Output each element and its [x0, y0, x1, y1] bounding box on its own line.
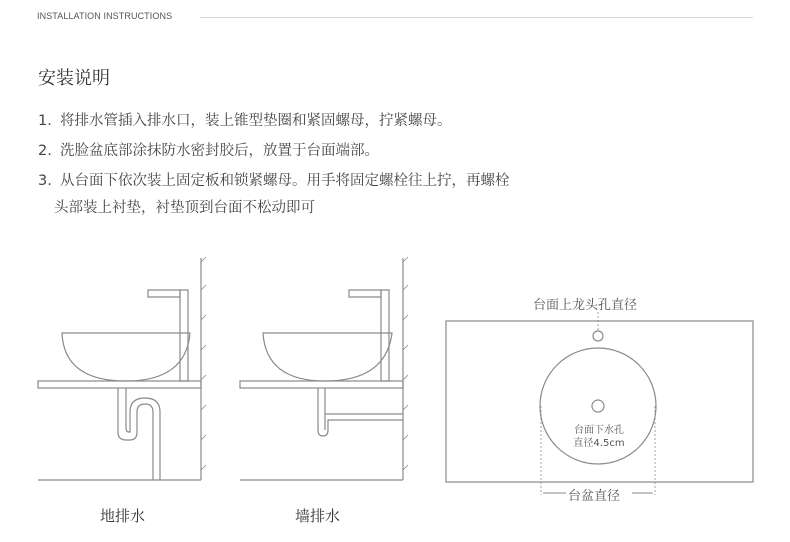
top-view-diagram — [446, 312, 753, 495]
countertop — [38, 381, 201, 388]
countertop-outline — [446, 321, 753, 482]
basin-diameter-label: 台盆直径 — [568, 489, 621, 504]
drain-hole — [592, 400, 604, 412]
faucet — [381, 290, 389, 381]
step-3-continued: 头部装上衬垫，衬垫顶到台面不松动即可 — [54, 200, 315, 216]
section-title: 安装说明 — [38, 68, 110, 89]
wall-hatching — [201, 257, 206, 470]
basin-bowl — [263, 333, 392, 381]
faucet — [180, 290, 188, 381]
faucet-hole-label: 台面上龙头孔直径 — [533, 298, 638, 313]
drain-hole-label-line-2: 直径4.5cm — [573, 438, 625, 449]
wall-drain-diagram — [240, 257, 408, 480]
drain-hole-label-line-1: 台面下水孔 — [574, 425, 624, 436]
drain-trap — [118, 388, 153, 480]
countertop — [240, 381, 403, 388]
faucet-spout — [148, 290, 180, 297]
step-number: 1. — [38, 113, 52, 129]
drain-pipe — [318, 388, 403, 436]
step-number: 3. — [38, 173, 52, 189]
step-number: 2. — [38, 143, 52, 159]
faucet-hole — [593, 331, 603, 341]
drain-pipe-inner — [325, 388, 403, 430]
floor-drain-caption: 地排水 — [100, 507, 146, 525]
step-text: 将排水管插入排水口，装上锥型垫圈和紧固螺母，拧紧螺母。 — [60, 113, 452, 129]
header-label: INSTALLATION INSTRUCTIONS — [37, 11, 173, 21]
wall-drain-caption: 墙排水 — [295, 507, 341, 525]
drain-hole-label — [568, 424, 630, 450]
dimension-guides — [541, 312, 655, 495]
faucet-spout — [349, 290, 381, 297]
step-text: 洗脸盆底部涂抹防水密封胶后，放置于台面端部。 — [60, 143, 379, 159]
basin-bowl — [62, 333, 190, 381]
floor-drain-diagram — [38, 257, 206, 480]
wall-hatching — [403, 257, 408, 470]
drain-trap-inner — [126, 388, 160, 480]
step-text: 从台面下依次装上固定板和锁紧螺母。用手将固定螺栓往上拧，再螺栓 — [60, 173, 510, 189]
